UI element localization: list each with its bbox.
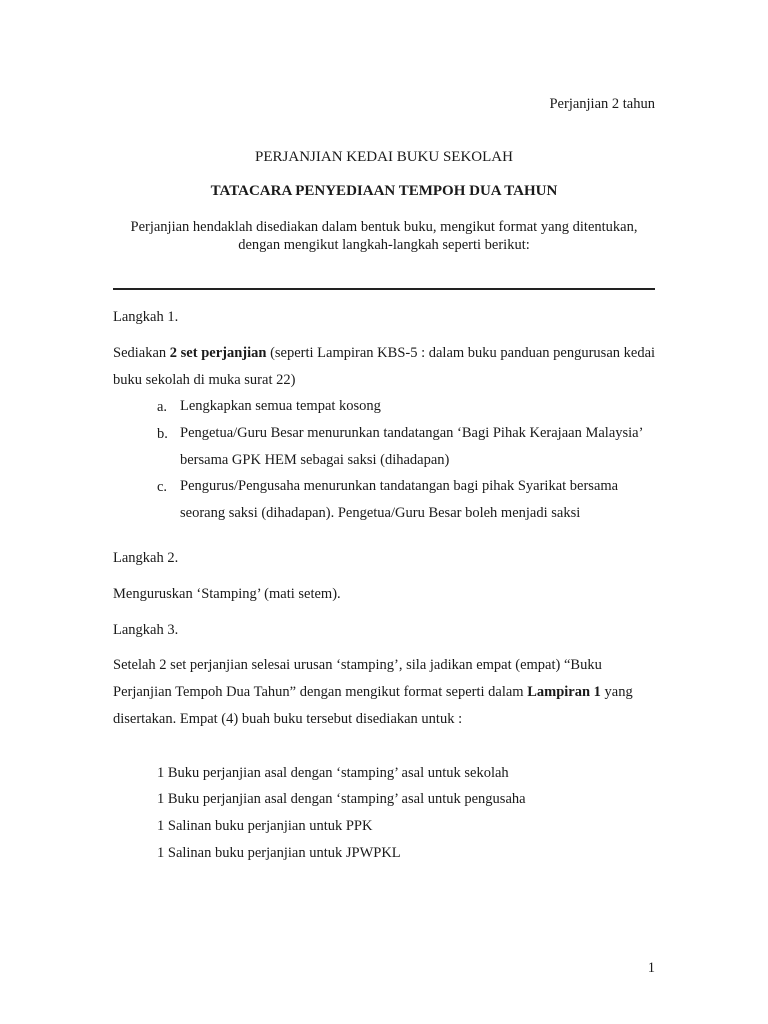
document-title: PERJANJIAN KEDAI BUKU SEKOLAH xyxy=(255,149,513,165)
intro-line-2: dengan mengikut langkah-langkah seperti berikut: xyxy=(238,237,530,253)
step-1-text-before: Sediakan xyxy=(113,345,170,361)
book-list-item: 1 Buku perjanjian asal dengan ‘stamping’ asal untuk sekolah xyxy=(157,765,509,781)
step-1-item-c-marker: c. xyxy=(157,479,168,495)
step-1-item-b-marker: b. xyxy=(157,426,168,442)
step-1-item-a-text: Lengkapkan semua tempat kosong xyxy=(180,398,381,414)
step-2-text: Menguruskan ‘Stamping’ (mati setem). xyxy=(113,586,341,602)
step-1-item-a-marker: a. xyxy=(157,399,168,415)
intro-line-1: Perjanjian hendaklah disediakan dalam bentuk buku, mengikut format yang ditentukan, xyxy=(130,219,638,235)
book-list-item: 1 Buku perjanjian asal dengan ‘stamping’ asal untuk pengusaha xyxy=(157,791,526,807)
document-header-label: Perjanjian 2 tahun xyxy=(549,96,655,112)
step-3-text-before: Setelah 2 set perjanjian selesai urusan ‘stamping’, sila jadikan empat (empat) “Buku Perjanjian Tempoh Dua Tahun” dengan mengikut format seperti dalam xyxy=(113,657,602,700)
book-list-item: 1 Salinan buku perjanjian untuk PPK xyxy=(157,818,373,834)
step-1-item-b-text: Pengetua/Guru Besar menurunkan tandatangan ‘Bagi Pihak Kerajaan Malaysia’ bersama GPK HEM sebagai saksi (dihadapan) xyxy=(180,425,643,468)
step-1-text-after: (seperti Lampiran KBS-5 : dalam buku panduan pengurusan kedai buku sekolah di muka surat 22) xyxy=(113,345,656,388)
step-3-paragraph xyxy=(113,652,658,733)
page-number: 1 xyxy=(647,960,655,976)
book-list-item: 1 Salinan buku perjanjian untuk JPWPKL xyxy=(157,845,401,861)
step-1-heading: Langkah 1. xyxy=(113,309,179,325)
step-3-text-bold: Lampiran 1 xyxy=(527,684,601,700)
step-1-text-bold: 2 set perjanjian xyxy=(169,345,267,361)
step-3-heading: Langkah 3. xyxy=(113,622,179,638)
document-subtitle: TATACARA PENYEDIAAN TEMPOH DUA TAHUN xyxy=(210,183,558,199)
step-3-text-after: yang disertakan. Empat (4) buah buku tersebut disediakan untuk : xyxy=(113,684,633,727)
horizontal-divider xyxy=(113,288,655,290)
intro-paragraph xyxy=(110,218,658,254)
step-1-item-c-text: Pengurus/Pengusaha menurunkan tandatangan bagi pihak Syarikat bersama seorang saksi (dihadapan). Pengetua/Guru Besar boleh menjadi saksi xyxy=(180,478,619,521)
step-2-heading: Langkah 2. xyxy=(113,550,179,566)
step-1-paragraph xyxy=(113,340,658,394)
